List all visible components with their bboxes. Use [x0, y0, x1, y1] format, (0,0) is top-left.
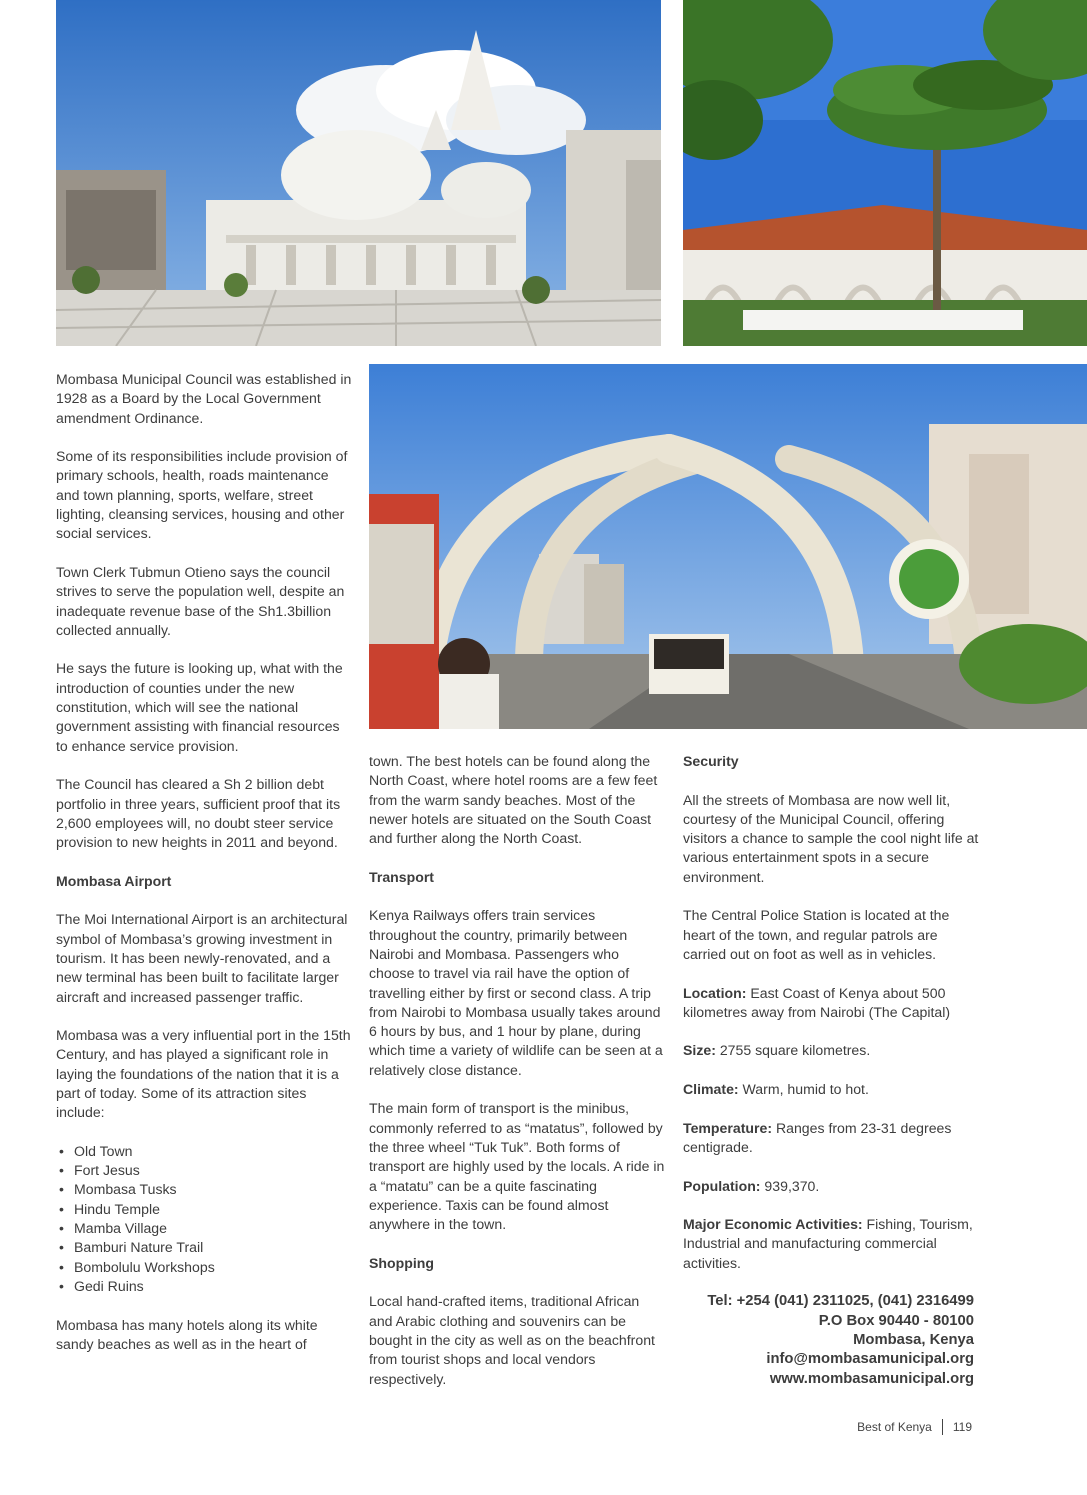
photo-hotel-palms [683, 0, 1087, 346]
article-column-3 [683, 752, 979, 1389]
fact-value: East Coast of Kenya about 500 kilometres away from Nairobi (The Capital) [683, 984, 951, 1020]
section-heading-security: Security [683, 753, 739, 769]
paragraph: The Moi International Airport is an architectural symbol of Mombasa’s growing investment in tourism. It has been newly-renovated, and a new terminal has been built to facilitate larger aircraft and increased passenger traffic. [56, 911, 348, 1005]
paragraph: Local hand-crafted items, traditional African and Arabic clothing and souvenirs can be bought in the city as well as on the beachfront from tourist shops and local vendors respectively. [369, 1293, 655, 1387]
fact-label: Temperature: [683, 1119, 773, 1136]
paragraph: The main form of transport is the minibus, commonly referred to as “matatus”, followed by the three wheel “Tuk Tuk”. Both forms of transport are highly used by the locals. A ride in a “matatu” can be a quite fascinating experience. Taxis can be found almost anywhere in the town. [369, 1100, 665, 1233]
fact-label: Climate: [683, 1081, 739, 1098]
paragraph: All the streets of Mombasa are now well lit, courtesy of the Municipal Council, offering visitors a chance to sample the cool night life at various entertainment spots in a secure environment. [683, 791, 979, 885]
section-heading-airport: Mombasa Airport [56, 872, 172, 889]
paragraph: Mombasa has many hotels along its white sandy beaches as well as in the heart of [56, 1316, 318, 1352]
contact-city: Mombasa, Kenya [853, 1331, 974, 1348]
paragraph: Kenya Railways offers train services throughout the country, primarily between Nairobi and Mombasa. Passengers who choose to travel via rail have the option of travelling either by first or second class. A trip from Nairobi to Mombasa usually takes around 6 hours by bus, and 1 hour by plane, during which time a variety of wildlife can be seen at a relatively close distance. [369, 907, 663, 1078]
fact-location [683, 984, 979, 1023]
fact-value: 939,370. [760, 1177, 820, 1194]
paragraph: Mombasa Municipal Council was established in 1928 as a Board by the Local Government amendment Ordinance. [56, 371, 352, 426]
paragraph: Mombasa was a very influential port in the 15th Century, and has played a significant role in laying the foundations of the nation that it is a part of today. Some of its attraction sites include: [56, 1027, 351, 1121]
fact-label: Major Economic Activities: [683, 1216, 863, 1233]
list-item: • Old Town [56, 1142, 352, 1161]
section-heading-shopping: Shopping [369, 1254, 434, 1271]
list-item: • Fort Jesus [56, 1161, 352, 1180]
page-number: 119 [952, 1420, 972, 1434]
photo-mombasa-tusks [369, 364, 1087, 729]
attractions-list [56, 1142, 352, 1296]
fact-label: Location: [683, 984, 747, 1001]
contact-tel: Tel: +254 (041) 2311025, (041) 2316499 [707, 1293, 974, 1310]
list-item: • Bamburi Nature Trail [56, 1238, 352, 1257]
fact-temperature [683, 1119, 979, 1158]
contact-website: www.mombasamunicipal.org [769, 1370, 974, 1387]
fact-population [683, 1177, 979, 1196]
footer-divider [942, 1419, 943, 1435]
fact-label: Population: [683, 1177, 761, 1194]
paragraph: town. The best hotels can be found along the North Coast, where hotel rooms are a few feet from the warm sandy beaches. Most of the newer hotels are situated on the South Coast and further along the North Coast. [369, 753, 658, 847]
fact-size [683, 1041, 979, 1060]
page-footer [857, 1419, 972, 1435]
contact-po-box: P.O Box 90440 - 80100 [818, 1312, 974, 1329]
list-item: • Hindu Temple [56, 1200, 352, 1219]
fact-label: Size: [683, 1042, 716, 1059]
contact-block [683, 1292, 974, 1388]
section-heading-transport: Transport [369, 868, 434, 885]
article-column-2 [369, 752, 665, 1408]
list-item: • Gedi Ruins [56, 1277, 352, 1296]
fact-value: Ranges from 23-31 degrees centigrade. [683, 1119, 952, 1155]
list-item: • Mombasa Tusks [56, 1180, 352, 1199]
paragraph: Town Clerk Tubmun Otieno says the council strives to serve the population well, despite an inadequate revenue base of the Sh1.3billion collected annually. [56, 563, 345, 638]
list-item: • Mamba Village [56, 1219, 352, 1238]
article-column-1 [56, 370, 352, 1373]
paragraph: Some of its responsibilities include provision of primary schools, health, roads maintenance and town planning, sports, welfare, street lighting, cleansing services, housing and other social services. [56, 448, 348, 542]
fact-climate [683, 1080, 979, 1099]
fact-economic-activities [683, 1215, 979, 1273]
list-item: • Bombolulu Workshops [56, 1258, 352, 1277]
fact-value: 2755 square kilometres. [715, 1042, 871, 1059]
paragraph: The Council has cleared a Sh 2 billion debt portfolio in three years, sufficient proof that its 2,600 employees will, no doubt steer service provision to new heights in 2011 and beyond. [56, 776, 341, 851]
fact-value: Fishing, Tourism, Industrial and manufacturing commercial activities. [683, 1216, 973, 1271]
paragraph: The Central Police Station is located at the heart of the town, and regular patrols are carried out on foot as well as in vehicles. [683, 907, 950, 962]
photo-hindu-temple [56, 0, 661, 346]
paragraph: He says the future is looking up, what with the introduction of counties under the new constitution, which will see the national government assisting with financial resources to enhance service provision. [56, 660, 343, 754]
publication-name: Best of Kenya [857, 1420, 932, 1434]
contact-email: info@mombasamunicipal.org [766, 1351, 974, 1368]
fact-value: Warm, humid to hot. [738, 1081, 869, 1098]
